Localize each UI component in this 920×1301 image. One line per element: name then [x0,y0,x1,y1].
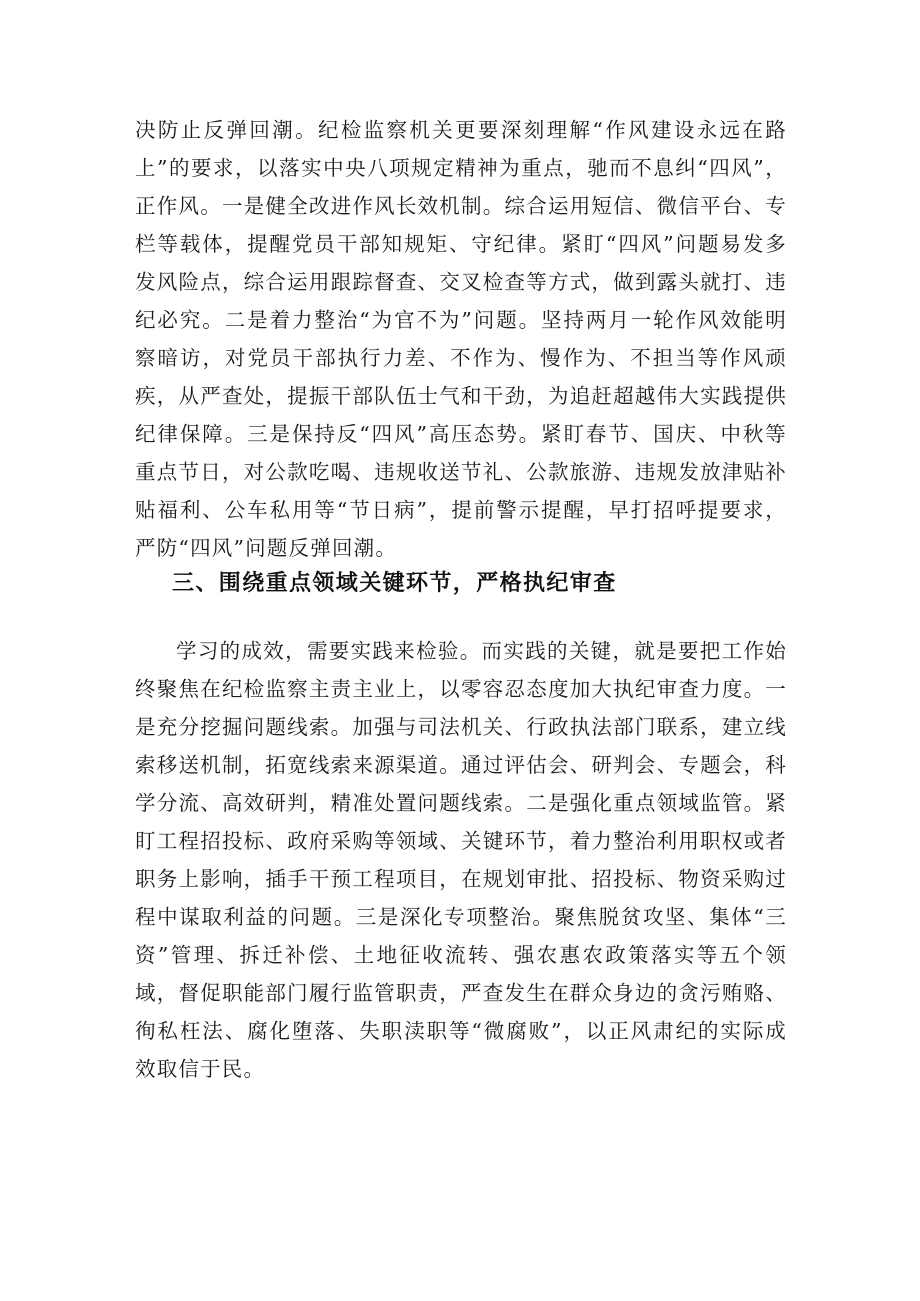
body-paragraph-section-3: 学习的成效，需要实践来检验。而实践的关键，就是要把工作始终聚焦在纪检监察主责主业上，以零容忍态度加大执纪审查力度。一是充分挖掘问题线索。加强与司法机关、行政执法部门联系，建立线索移送机制，拓宽线索来源渠道。通过评估会、研判会、专题会，科学分流、高效研判，精准处置问题线索。二是强化重点领域监管。紧盯工程招投标、政府采购等领域、关键环节，着力整治利用职权或者职务上影响，插手干预工程项目，在规划审批、招投标、物资采购过程中谋取利益的问题。三是深化专项整治。聚焦脱贫攻坚、集体“三资”管理、拆迁补偿、土地征收流转、强农惠农政策落实等五个领域，督促职能部门履行监管职责，严查发生在群众身边的贪污贿赂、徇私枉法、腐化堕落、失职渎职等“微腐败”，以正风肃纪的实际成效取信于民。 [135,639,787,1081]
body-paragraph-continued: 决防止反弹回潮。纪检监察机关更要深刻理解“作风建设永远在路上”的要求，以落实中央八项规定精神为重点，驰而不息纠“四风”，正作风。一是健全改进作风长效机制。综合运用短信、微信平台、专栏等载体，提醒党员干部知规矩、守纪律。紧盯“四风”问题易发多发风险点，综合运用跟踪督查、交叉检查等方式，做到露头就打、违纪必究。二是着力整治“为官不为”问题。坚持两月一轮作风效能明察暗访，对党员干部执行力差、不作为、慢作为、不担当等作风顽疾，从严查处，提振干部队伍士气和干劲，为追赶超越伟大实践提供纪律保障。三是保持反“四风”高压态势。紧盯春节、国庆、中秋等重点节日，对公款吃喝、违规收送节礼、公款旅游、违规发放津贴补贴福利、公车私用等“节日病”，提前警示提醒，早打招呼提要求，严防“四风”问题反弹回潮。 [135,118,787,560]
section-heading-3: 三、围绕重点领域关键环节，严格执纪审查 [172,571,617,596]
